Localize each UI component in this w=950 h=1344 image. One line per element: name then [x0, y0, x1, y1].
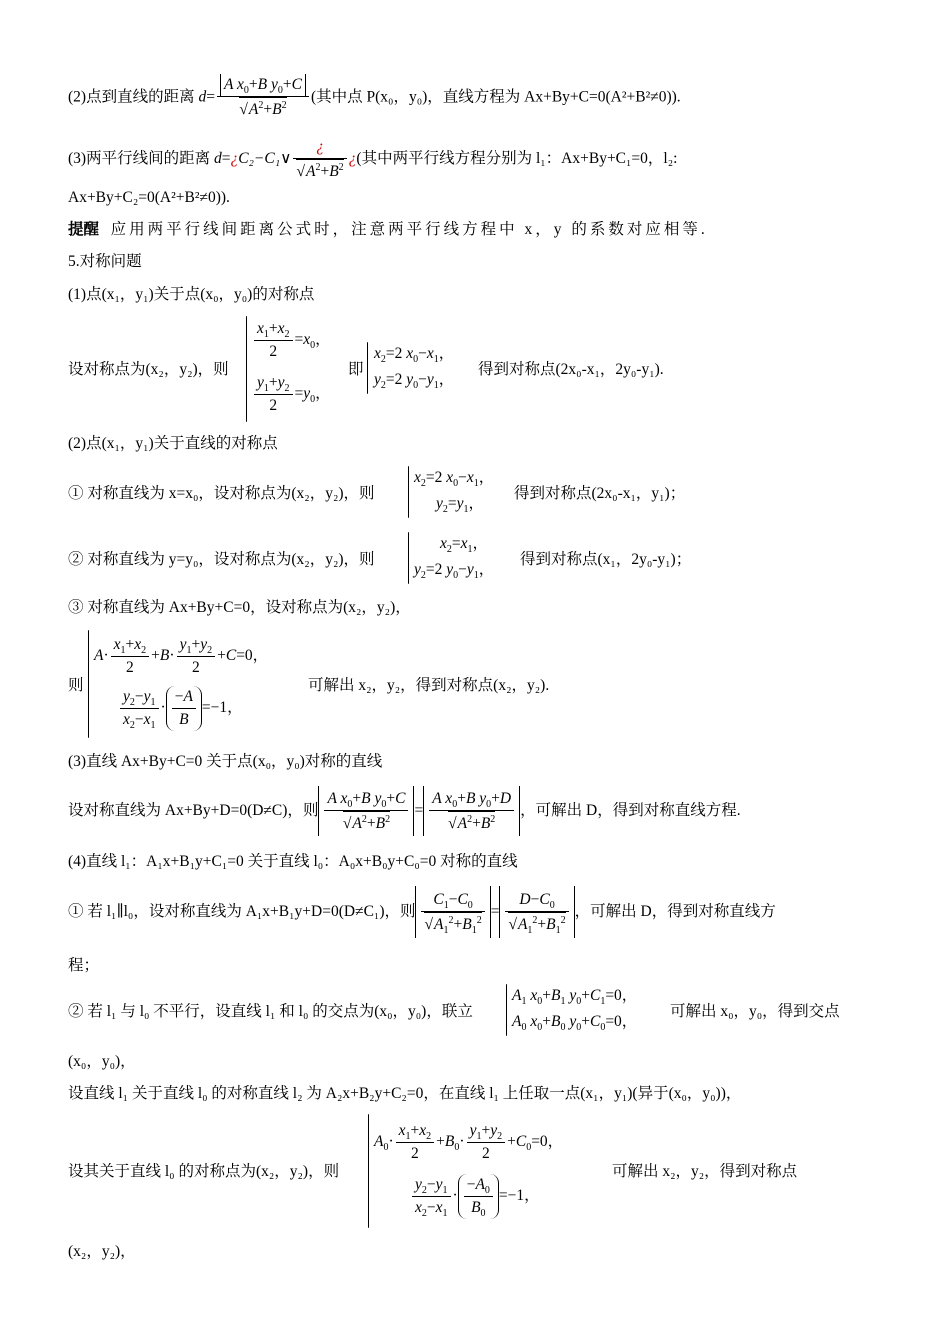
- render-glitch-mark: ¿: [230, 150, 239, 168]
- c3-eq1: A· $\frac{x_1+x_2}{2}$ +B· $\frac{y_1+y_2}{2}$ +C=0，: [94, 636, 269, 676]
- tip-text: 应用两平行线间距离公式时，注意两平行线方程中 x，y 的系数对应相等.: [110, 221, 708, 238]
- p3-title: (3)直线 Ax+By+C=0 关于点(x₀，y₀)对称的直线: [68, 753, 383, 770]
- parallel-mid: C₂−C₁∨: [238, 150, 292, 168]
- p4c: 设直线 l₁ 关于直线 l₀ 的对称直线 l₂ 为 A₂x+B₂y+C₂=0，在直线 l₁ 上任取一点(x₁，y₁)(异于(x₀，y₀))，: [68, 1085, 742, 1102]
- c2-eq2: $y_2=2$ $y_0-y_1$，: [414, 561, 495, 582]
- p4b-eq1: $A_1$ $x_0+B_1$ $y_0+C_1=0$，: [512, 987, 638, 1008]
- p4-title: (4)直线 l₁：A₁x+B₁y+C₁=0 关于直线 l₀：A₀x+B₀y+C₀=0 对称的直线: [68, 853, 518, 870]
- section-title: 5.对称问题: [68, 253, 142, 270]
- c3-ze: 则: [68, 677, 84, 694]
- c1-lead: ① 对称直线为 x=x₀，设对称点为(x₂，y₂)，则: [68, 485, 375, 502]
- parallel-fraction: ¿ √ $A^2+B^2$: [293, 136, 346, 183]
- p1-eq2: $\frac{y_1+y_2}{2}$ $=y_0$，: [252, 372, 331, 417]
- c3-eq2: $\frac{y_2-y_1}{x_2-x_1}$ · $\frac{-A}{B}$ =−1，: [118, 686, 243, 731]
- p1-brace-2: [367, 342, 368, 394]
- p1-brace: [246, 316, 247, 422]
- p4d-eq1: $A_0\cdot$ $\frac{x_1+x_2}{2}$ $+B_0\cdot$ $\frac{y_1+y_2}{2}$ $+C_0=0$，: [374, 1122, 564, 1162]
- distance-lead: (2)点到直线的距离: [68, 88, 199, 106]
- p4a-cont: 程；: [68, 957, 100, 974]
- p4b-brace: [506, 984, 507, 1036]
- distance-tail: (其中点 P(x₀，y₀)，直线方程为 Ax+By+C=0(A²+B²≠0)).: [310, 88, 681, 106]
- p1-ji: 即: [348, 361, 364, 378]
- c2-lead: ② 对称直线为 y=y₀，设对称点为(x₂，y₂)，则: [68, 551, 375, 568]
- tip-label: 提醒: [68, 221, 100, 238]
- parallel-line-2: Ax+By+C₂=0(A²+B²≠0)).: [68, 189, 230, 206]
- p3-lead: 设对称直线为 Ax+By+D=0(D≠C)，则: [68, 802, 319, 819]
- p1-lead: 设对称点为(x₂，y₂)，则: [68, 361, 229, 378]
- p4a-lead: ① 若 l₁∥l₀，设对称直线为 A₁x+B₁y+D=0(D≠C₁)，则: [68, 903, 416, 920]
- c1-tail: 得到对称点(2x₀-x₁，y₁)；: [514, 485, 686, 502]
- parallel-lead: (3)两平行线间的距离: [68, 150, 214, 168]
- p1-tail: 得到对称点(2x₀-x₁，2y₀-y₁).: [478, 361, 664, 378]
- c1-eq2: $y_2=y_1$，: [436, 495, 485, 516]
- p3-formula-line: 设对称直线为 Ax+By+D=0(D≠C)，则 A $x_0+B$ $y_0+C$ √ $A^2+B^2$ = A $x_0+B$ $y_0+D$ √ $A^2+B^2$ ，可解出 D，得到对称直线方程.: [68, 786, 741, 836]
- c3-tail: 可解出 x₂，y₂，得到对称点(x₂，y₂).: [308, 677, 550, 694]
- tip-line: [68, 220, 708, 240]
- parallel-d: d: [213, 150, 222, 168]
- distance-eq: =: [206, 88, 215, 106]
- p1-eq4: $y_2=2$ $y_0-y_1$，: [374, 371, 455, 392]
- p4d-lead: 设其关于直线 l₀ 的对称点为(x₂，y₂)，则: [68, 1163, 340, 1180]
- p2-title: (2)点(x₁，y₁)关于直线的对称点: [68, 435, 278, 452]
- p1-eq3: $x_2=2$ $x_0-x_1$，: [374, 345, 455, 366]
- p4a-formula-line: ① 若 l₁∥l₀，设对称直线为 A₁x+B₁y+D=0(D≠C₁)，则 $C_1-C_0$ √ $A_1^2+B_1^2$ = $D-C_0$ √ $A_1^2+B_1^2$ ，可解出 D，得到对称直线方: [68, 886, 776, 938]
- c3-brace: [88, 630, 89, 738]
- c2-eq1: $x_2=x_1$，: [440, 535, 489, 556]
- p4b-tail: 可解出 x₀，y₀，得到交点: [670, 1003, 840, 1020]
- p4b-eq2: $A_0$ $x_0+B_0$ $y_0+C_0=0$，: [512, 1013, 638, 1034]
- p4b-lead: ② 若 l₁ 与 l₀ 不平行，设直线 l₁ 和 l₀ 的交点为(x₀，y₀)，联立: [68, 1003, 473, 1020]
- p3-tail: ，可解出 D，得到对称直线方程.: [520, 802, 741, 819]
- parallel-distance-line: (3)两平行线间的距离 d=¿C₂−C₁∨ ¿ √ $A^2+B^2$ ¿(其中两平行线方程分别为 l₁：Ax+By+C₁=0，l₂:: [68, 136, 677, 183]
- p4d-cont: (x₂，y₂)，: [68, 1243, 136, 1260]
- p1-title: (1)点(x₁，y₁)关于点(x₀，y₀)的对称点: [68, 286, 315, 303]
- distance-d: d: [198, 88, 207, 106]
- parallel-eq: =: [221, 150, 231, 168]
- p4d-brace: [368, 1114, 369, 1228]
- p1-eq1: $\frac{x_1+x_2}{2}$ $=x_0$，: [252, 318, 331, 363]
- c1-eq1: $x_2=2$ $x_0-x_1$，: [414, 469, 495, 490]
- p4d-eq2: $\frac{y_2-y_1}{x_2-x_1}$ · $\frac{-A_0}{B_0}$ =−1，: [410, 1174, 540, 1219]
- p4d-tail: 可解出 x₂，y₂，得到对称点: [612, 1163, 798, 1180]
- c3-lead: ③ 对称直线为 Ax+By+C=0，设对称点为(x₂，y₂)，: [68, 599, 411, 616]
- c1-brace: [408, 466, 409, 518]
- p4b-cont: (x₀，y₀)，: [68, 1053, 136, 1070]
- distance-fraction: A $x_0+B$ $y_0+C$ √ $A^2+B^2$: [217, 74, 309, 121]
- c2-brace: [408, 532, 409, 584]
- p4a-tail: ，可解出 D，得到对称直线方: [574, 903, 776, 920]
- c2-tail: 得到对称点(x₁，2y₀-y₁)；: [520, 551, 692, 568]
- parallel-tail: (其中两平行线方程分别为 l₁：Ax+By+C₁=0，l₂:: [356, 150, 678, 168]
- distance-formula-line: [68, 74, 681, 121]
